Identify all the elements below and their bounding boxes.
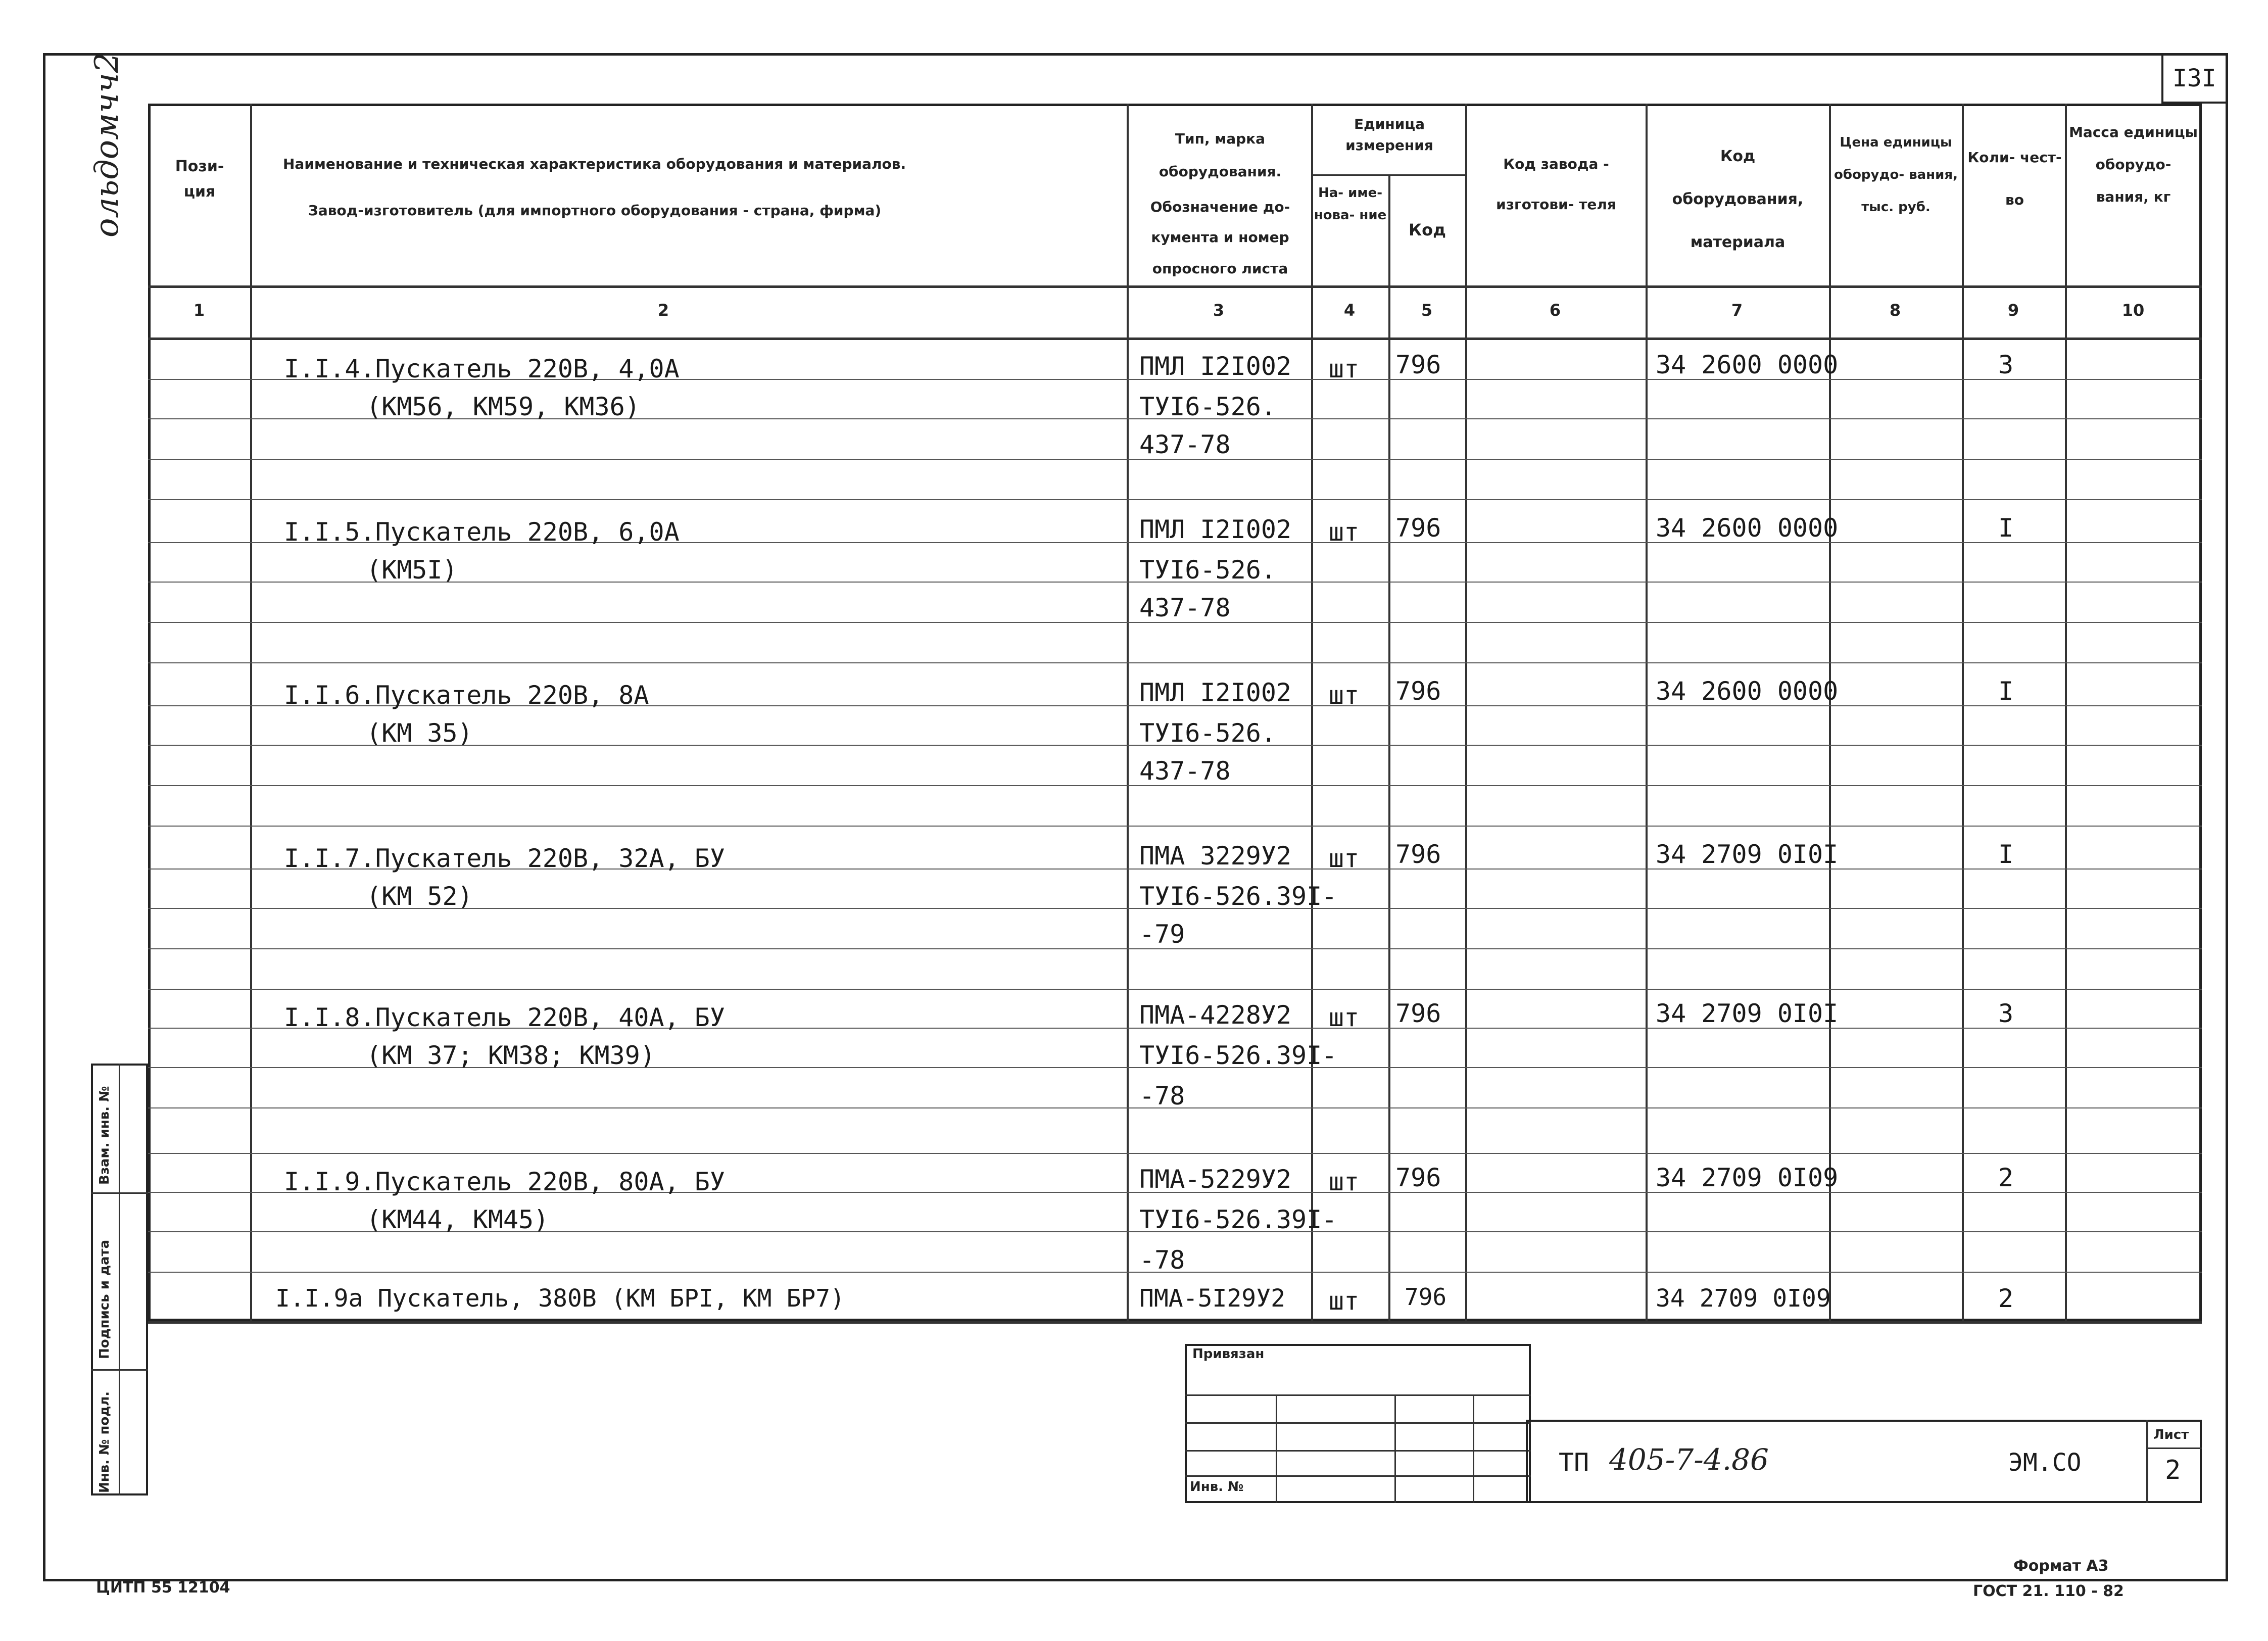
row-2-qty: I xyxy=(1998,513,2014,543)
row-7-code: 796 xyxy=(1405,1283,1447,1311)
row-2-eq: 34 2600 0000 xyxy=(1656,513,1839,543)
row-3-type: ПМЛ I2I002 xyxy=(1139,678,1292,707)
col-sep-8 xyxy=(1962,104,1964,1321)
handwritten-annotation: ольдомчч2 xyxy=(88,52,126,237)
row-2-sub: (КМ5I) xyxy=(366,555,458,585)
row-1-doc1: ТУI6-526. xyxy=(1139,392,1276,421)
colnum-8: 8 xyxy=(1889,301,1901,320)
list-box-left xyxy=(2146,1420,2148,1503)
row-6-sub: (КМ44, КМ45) xyxy=(366,1205,549,1234)
row-4-doc1: ТУI6-526.39I- xyxy=(1139,882,1337,911)
row-5-qty: 3 xyxy=(1998,999,2014,1028)
list-box-mid xyxy=(2146,1447,2202,1449)
colnum-3: 3 xyxy=(1213,301,1225,320)
row-1-type: ПМЛ I2I002 xyxy=(1139,352,1292,381)
header-name-line1: Наименование и техническая характеристика оборудования и материалов. xyxy=(283,156,906,172)
header-quantity: Коли- чест- во xyxy=(1967,149,2062,208)
header-type-l5: опросного листа xyxy=(1152,260,1288,277)
body-row-line xyxy=(148,1153,2202,1154)
colnum-9: 9 xyxy=(2007,301,2019,320)
header-unit-code: Код xyxy=(1409,220,1446,239)
row-6-type: ПМА-5229У2 xyxy=(1139,1165,1292,1194)
binding-stamp-label: Привязан xyxy=(1192,1346,1265,1362)
col-sep-3 xyxy=(1311,104,1313,1321)
row-4-eq: 34 2709 0I0I xyxy=(1656,840,1839,869)
header-mass: Масса единицы оборудо- вания, кг xyxy=(2069,124,2198,205)
row-6-code: 796 xyxy=(1395,1163,1441,1192)
corner-sheet-number: I3I xyxy=(2173,64,2216,92)
row-3-eq: 34 2600 0000 xyxy=(1656,677,1839,706)
row-1-name: I.I.4.Пускатель 220В, 4,0А xyxy=(284,354,680,383)
row-6-qty: 2 xyxy=(1998,1163,2014,1192)
header-unit-name: На- име- нова- ние xyxy=(1314,185,1387,223)
footer-left-code: ЦИТП 55 12104 xyxy=(96,1579,230,1597)
row-6-eq: 34 2709 0I09 xyxy=(1656,1163,1839,1192)
tp-number: 405-7-4.86 xyxy=(1609,1442,1769,1477)
col-sep-5 xyxy=(1465,104,1467,1321)
row-2-type: ПМЛ I2I002 xyxy=(1139,515,1292,544)
header-type-l1: Тип, марка xyxy=(1175,130,1266,147)
colnum-6: 6 xyxy=(1549,301,1561,320)
row-6-doc1: ТУI6-526.39I- xyxy=(1139,1205,1337,1234)
row-3-doc2: 437-78 xyxy=(1139,756,1231,786)
row-4-qty: I xyxy=(1998,840,2014,869)
body-row-line xyxy=(148,499,2202,500)
side-stamp-line-1 xyxy=(91,1192,148,1194)
row-4-code: 796 xyxy=(1395,840,1441,869)
body-row-line xyxy=(148,989,2202,990)
row-5-sub: (КМ 37; КМ38; КМ39) xyxy=(366,1041,655,1070)
row-3-name: I.I.6.Пускатель 220В, 8А xyxy=(284,681,649,710)
header-name-line2: Завод-изготовитель (для импортного оборудования - страна, фирма) xyxy=(308,202,882,219)
row-5-doc2: -78 xyxy=(1139,1081,1185,1111)
row-3-qty: I xyxy=(1998,677,2014,706)
list-number: 2 xyxy=(2165,1455,2181,1485)
header-type-l2: оборудования. xyxy=(1159,163,1282,180)
side-label-original-inv: Инв. № подл. xyxy=(97,1391,112,1493)
colnum-1: 1 xyxy=(193,301,205,320)
header-type-l4: кумента и номер xyxy=(1151,229,1289,246)
body-row-line xyxy=(148,826,2202,827)
header-factory-code: Код завода - изготови- теля xyxy=(1496,156,1616,213)
table-bottom-line xyxy=(148,1321,2202,1324)
row-5-type: ПМА-4228У2 xyxy=(1139,1000,1292,1030)
row-1-doc2: 437-78 xyxy=(1139,430,1231,459)
colnum-10: 10 xyxy=(2121,301,2145,320)
side-stamp-line-2 xyxy=(91,1369,148,1371)
row-2-unit: шт xyxy=(1329,517,1360,547)
header-equipment-code-l2: оборудования, xyxy=(1672,190,1804,208)
row-6-name: I.I.9.Пускатель 220В, 80А, БУ xyxy=(284,1167,725,1196)
stamp-vline-2 xyxy=(1394,1394,1396,1503)
header-equipment-code-l1: Код xyxy=(1720,148,1756,165)
stamp-line-4 xyxy=(1185,1475,1531,1477)
row-4-type: ПМА 3229У2 xyxy=(1139,841,1292,871)
row-3-doc1: ТУI6-526. xyxy=(1139,718,1276,748)
colnum-5: 5 xyxy=(1421,301,1433,320)
col-sep-2 xyxy=(1127,104,1129,1321)
header-equipment-code-l3: материала xyxy=(1690,233,1786,251)
row-3-code: 796 xyxy=(1395,677,1441,706)
document-code: ЭМ.СО xyxy=(2008,1449,2082,1477)
row-6-unit: шт xyxy=(1329,1167,1360,1196)
row-7-type: ПМА-5I29У2 xyxy=(1139,1284,1285,1313)
row-2-doc2: 437-78 xyxy=(1139,593,1231,622)
row-5-code: 796 xyxy=(1395,999,1441,1028)
stamp-line-3 xyxy=(1185,1450,1531,1452)
row-6-doc2: -78 xyxy=(1139,1245,1185,1275)
inventory-number-label: Инв. № xyxy=(1190,1479,1244,1494)
row-5-name: I.I.8.Пускатель 220В, 40А, БУ xyxy=(284,1003,725,1032)
header-bottom-line xyxy=(148,285,2202,288)
row-4-name: I.I.7.Пускатель 220В, 32А, БУ xyxy=(284,844,725,873)
row-5-unit: шт xyxy=(1329,1003,1360,1032)
col-sep-6 xyxy=(1646,104,1648,1321)
body-row-line xyxy=(148,662,2202,663)
row-1-eq: 34 2600 0000 xyxy=(1656,350,1839,379)
footer-gost: ГОСТ 21. 110 - 82 xyxy=(1973,1582,2124,1600)
col-sep-4 xyxy=(1388,174,1390,1321)
row-1-qty: 3 xyxy=(1998,350,2014,379)
col-sep-7 xyxy=(1829,104,1831,1321)
row-1-code: 796 xyxy=(1395,350,1441,379)
row-3-sub: (КМ 35) xyxy=(366,718,473,748)
row-7-unit: шт xyxy=(1329,1286,1360,1316)
row-7-eq: 34 2709 0I09 xyxy=(1656,1284,1831,1313)
col-sep-1 xyxy=(250,104,252,1321)
side-stamp-divider xyxy=(119,1064,120,1495)
colnum-7: 7 xyxy=(1731,301,1743,320)
row-4-doc2: -79 xyxy=(1139,920,1185,949)
stamp-vline-3 xyxy=(1473,1394,1474,1503)
side-label-replace-inv: Взам. инв. № xyxy=(97,1086,112,1185)
footer-format: Формат А3 xyxy=(2013,1557,2109,1575)
tp-prefix: ТП xyxy=(1559,1448,1589,1477)
col-sep-9 xyxy=(2065,104,2067,1321)
row-5-eq: 34 2709 0I0I xyxy=(1656,999,1839,1028)
header-unit-group: Единица измерения xyxy=(1345,116,1433,154)
colnum-4: 4 xyxy=(1343,301,1356,320)
row-7-qty: 2 xyxy=(1998,1284,2014,1313)
stamp-line-1 xyxy=(1185,1394,1531,1396)
row-2-doc1: ТУI6-526. xyxy=(1139,555,1276,585)
header-price: Цена единицы оборудо- вания, тыс. руб. xyxy=(1834,135,1958,215)
stamp-vline-1 xyxy=(1276,1394,1277,1503)
row-2-code: 796 xyxy=(1395,513,1441,543)
row-1-unit: шт xyxy=(1329,354,1360,383)
row-4-sub: (КМ 52) xyxy=(366,882,473,911)
side-label-signature-date: Подпись и дата xyxy=(97,1239,112,1359)
row-5-doc1: ТУI6-526.39I- xyxy=(1139,1041,1337,1070)
row-7-name: I.I.9а Пускатель, 380В (КМ БРI, КМ БР7) xyxy=(275,1284,845,1313)
header-position: Пози- ция xyxy=(175,158,224,201)
colnum-2: 2 xyxy=(657,301,669,320)
row-4-unit: шт xyxy=(1329,844,1360,873)
row-2-name: I.I.5.Пускатель 220В, 6,0А xyxy=(284,517,680,547)
row-3-unit: шт xyxy=(1329,681,1360,710)
stamp-line-2 xyxy=(1185,1422,1531,1424)
row-1-sub: (КМ56, КМ59, КМ36) xyxy=(366,392,640,421)
header-type-l3: Обозначение до- xyxy=(1150,199,1290,215)
list-label: Лист xyxy=(2153,1427,2189,1442)
colnum-bottom-line xyxy=(148,337,2202,340)
